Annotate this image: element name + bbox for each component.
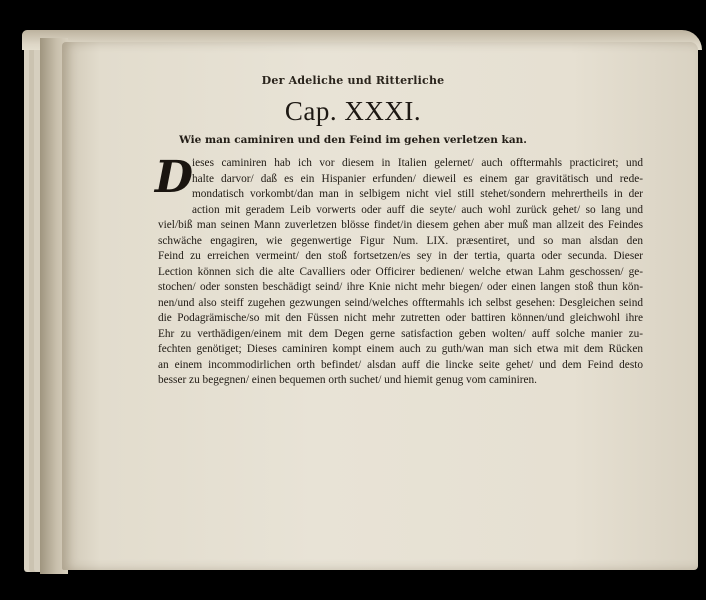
running-head: Der Adeliche und Ritterliche — [261, 74, 445, 87]
text-line: Feind zu erreichen vermeint/ den stoß fortsetzen/es sey in der tertia, quarta oder secunda. Dieser — [158, 250, 643, 262]
text-line: nen/und also steiff zugehen gezwungen seind/welches offtermahls ich selbst gesehen: Desgleichen seind — [158, 296, 643, 309]
text-line: ieses caminiren hab ich vor diesem in Italien gelernet/ auch offtermahls practiciret; und — [192, 157, 643, 169]
chapter-subtitle: Wie man caminiren und den Feind im gehen verletzen kan. — [179, 134, 527, 146]
chapter-title: Cap. XXXI. — [284, 96, 422, 126]
text-line: schwäche engagiren, wie gegenwertige Figur Num. LIX. præsentiret, und so man alsdan den — [158, 234, 643, 247]
body-text — [158, 156, 643, 389]
text-line: stochen/ oder sonsten beschädigt seind/ ihre Knie nicht mehr biegen/ oder einen langen stoß thun kön- — [158, 281, 643, 293]
text-line: viel/biß man seinen Mann zuverletzen blösse findet/in diesem gehen aber muß man allzeit des Feindes — [158, 219, 643, 231]
text-line: action mit geradem Leib vorwerts oder auff die seyte/ auch wohl zurück gehet/ so lang und — [192, 203, 643, 216]
text-line: an einem incommodirlichen orth befindet/ alsdan auff die lincke seite gehet/ und dem Feind desto — [158, 358, 643, 371]
text-line: besser zu begegnen/ einen bequemen orth suchet/ und hiemit genug vom caminiren. — [158, 374, 537, 386]
drop-cap: D — [154, 152, 194, 203]
text-line: die Podagrämische/so mit den Füssen nicht mehr zutretten oder battiren können/und gleichwohl ihre — [158, 312, 643, 324]
text-line: halte darvor/ daß es ein Hispanier erfunden/ dieweil es einem gar gravitätisch und rede- — [192, 172, 643, 185]
text-line: fechten genötiget; Dieses caminiren kompt einem auch zu guth/wan man sich etwa mit dem Rücken — [158, 343, 643, 355]
text-line: Lection können sich die alte Cavalliers oder Officirer bedienen/ welche etwan Lahm geschossen/ ge- — [158, 265, 643, 278]
text-line: Ehr zu verthädigen/einem mit dem Degen gerne satisfaction geben wolten/ auff solche manier zu- — [158, 327, 643, 340]
text-line: mondatisch vorkombt/dan man in selbigem nicht viel still stehet/sondern mehrertheils in der — [192, 188, 643, 200]
